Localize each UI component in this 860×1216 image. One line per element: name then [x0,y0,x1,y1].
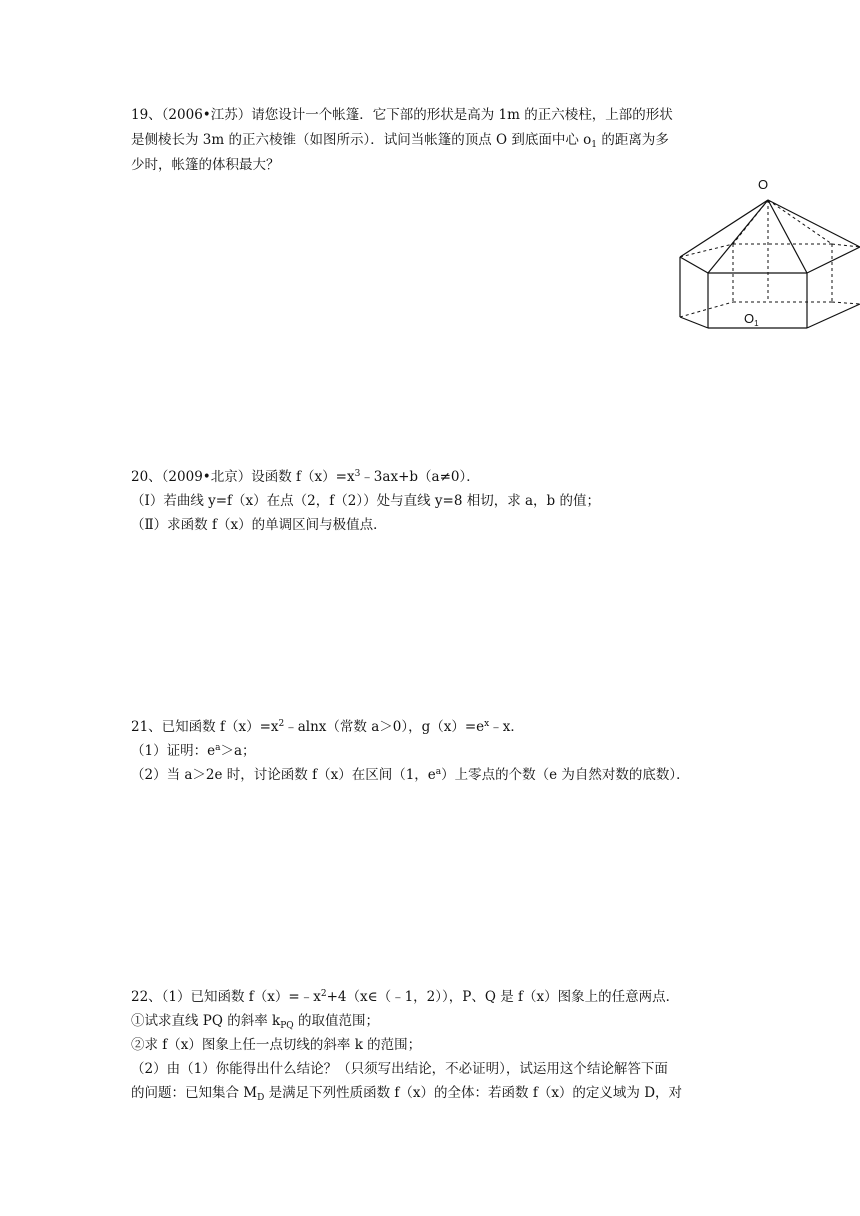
q22-text-5b: 是满足下列性质函数 f（x）的全体：若函数 f（x）的定义域为 D，对 [264,1085,683,1101]
q19-text-3: 少时，帐篷的体积最大？ [131,157,280,173]
q22-subscript-pq: PQ [280,1021,294,1031]
q20-line-2 [131,491,600,511]
q21-superscript-4: a [435,767,442,777]
q20-text-3: （Ⅱ）求函数 f（x）的单调区间与极值点． [131,517,387,533]
q21-text-2a: （1）证明：e [131,743,216,759]
q22-line-1 [131,987,679,1007]
q19-subscript: 1 [591,140,598,150]
q21-superscript-3: a [215,743,221,753]
q22-line-5 [131,1083,682,1103]
q19-line-1 [131,105,673,125]
q22-text-4: （2）由（1）你能得出什么结论？（只须写出结论，不必证明），试运用这个结论解答下面 [131,1061,668,1077]
q21-text-2b: ＞a； [220,743,256,759]
figure-label-center: $O_1$ [744,311,759,328]
q21-superscript-1: 2 [278,719,285,729]
q22-line-2 [131,1011,379,1031]
q22-line-4 [131,1059,668,1079]
q22-superscript: 2 [320,989,327,999]
q19-line-3 [131,155,280,175]
q20-text-1b: ﹣3ax+b（a≠0）． [360,469,480,485]
q19-text-1: 19、（2006•江苏）请您设计一个帐篷．它下部的形状是高为 1m 的正六棱柱，上部的形状 [131,107,673,123]
q21-line-1 [131,717,524,737]
q21-line-2 [131,741,256,761]
q22-text-5a: 的问题：已知集合 M [131,1085,258,1101]
q22-text-2b: 的取值范围； [293,1013,379,1029]
figure-label-apex: O [758,177,769,192]
q22-text-2a: ①试求直线 PQ 的斜率 k [131,1013,281,1029]
q19-text-2: 是侧棱长为 3m 的正六棱锥（如图所示）．试问当帐篷的顶点 O 到底面中心 o [131,132,592,148]
tent-figure [672,172,860,332]
q21-superscript-2: x [484,719,490,729]
q20-superscript: 3 [354,469,361,479]
q20-line-1 [131,467,480,487]
q21-text-1b: ﹣alnx（常数 a＞0），g（x）=e [284,719,485,735]
q22-line-3 [131,1035,421,1055]
q20-text-2: （Ⅰ）若曲线 y=f（x）在点（2，f（2））处与直线 y=8 相切，求 a，b 的值； [131,493,600,509]
q19-text-2-end: 的距离为多 [597,132,669,148]
q21-text-1c: ﹣x． [489,719,524,735]
q22-subscript-d: D [257,1093,265,1103]
q22-text-3: ②求 f（x）图象上任一点切线的斜率 k 的范围； [131,1037,422,1053]
q22-text-1b: +4（x∈（﹣1，2）），P、Q 是 f（x）图象上的任意两点． [326,989,680,1005]
q20-text-1a: 20、（2009•北京）设函数 f（x）=x [131,469,355,485]
q20-line-3 [131,515,387,535]
q21-text-3b: ）上零点的个数（e 为自然对数的底数）． [441,767,690,783]
q21-line-3 [131,765,690,785]
q21-text-3a: （2）当 a＞2e 时，讨论函数 f（x）在区间（1，e [131,767,436,783]
q21-text-1a: 21、已知函数 f（x）=x [131,719,279,735]
q22-text-1a: 22、（1）已知函数 f（x）=﹣x [131,989,321,1005]
q19-line-2 [131,130,669,150]
